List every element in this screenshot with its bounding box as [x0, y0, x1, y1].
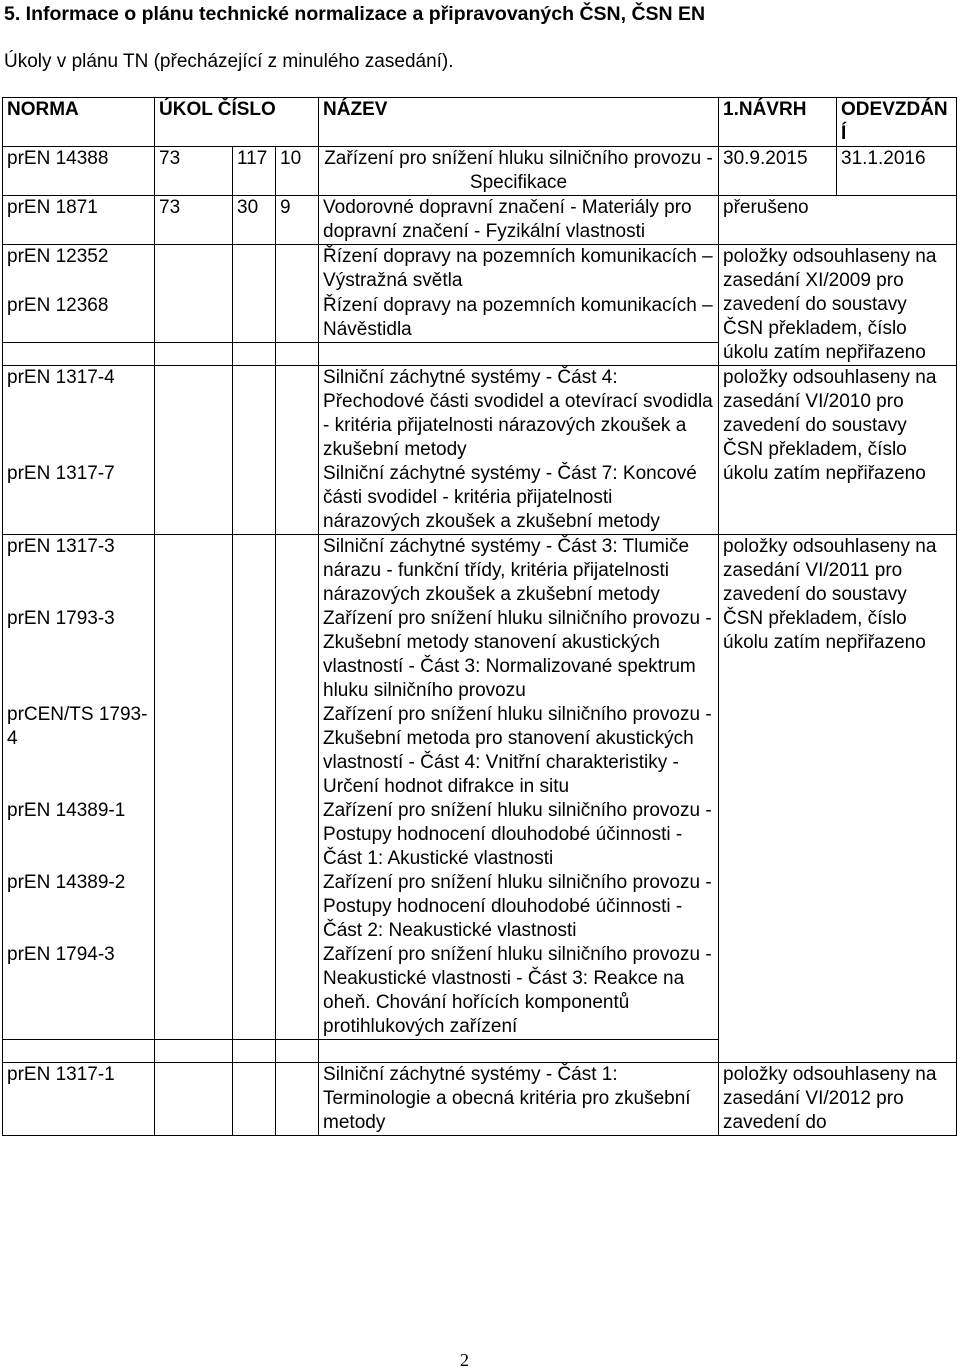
norma-cell: prEN 1793-3: [3, 607, 155, 703]
norma-cell: prEN 14388: [3, 147, 155, 196]
note-cell: položky odsouhlaseny na zasedání XI/2009 pro zavedení do soustavy ČSN překladem, číslo úkolu zatím nepřiřazeno: [719, 245, 957, 366]
nazev-cell: Zařízení pro snížení hluku silničního provozu - Neakustické vlastnosti - Část 3: Reakce na oheň. Chování hořících komponentů protihlukových zařízení: [319, 943, 719, 1040]
table-row: [3, 245, 957, 294]
page-number: 2: [460, 1350, 469, 1370]
section-heading: 5. Informace o plánu technické normalizace a připravovaných ČSN, ČSN EN: [4, 3, 706, 25]
norma-cell: prEN 1317-7: [3, 462, 155, 535]
nazev-cell: Vodorovné dopravní značení - Materiály pro dopravní značení - Fyzikální vlastnosti: [319, 196, 719, 245]
status-cell: přerušeno: [719, 196, 957, 245]
col-header-ukol-cislo: ÚKOL ČÍSLO: [155, 98, 319, 147]
col-header-norma: NORMA: [3, 98, 155, 147]
table-row: [3, 147, 957, 196]
norma-cell: prEN 14389-1: [3, 799, 155, 871]
nazev-cell: Silniční záchytné systémy - Část 4: Přechodové části svodidel a otevírací svodidla - kritéria přijatelnosti nárazových zkoušek a zkušební metody: [319, 366, 719, 463]
norma-cell: prEN 1794-3: [3, 943, 155, 1040]
ukol-cell: 117: [233, 147, 276, 196]
nazev-cell: Zařízení pro snížení hluku silničního provozu - Postupy hodnocení dlouhodobé účinnosti - Část 2: Neakustické vlastnosti: [319, 871, 719, 943]
note-cell: položky odsouhlaseny na zasedání VI/2010 pro zavedení do soustavy ČSN překladem, číslo úkolu zatím nepřiřazeno: [719, 366, 957, 535]
nazev-cell: Silniční záchytné systémy - Část 3: Tlumiče nárazu - funkční třídy, kritéria přijatelnosti nárazových zkoušek a zkušební metody: [319, 535, 719, 608]
ukol-cell: 73: [155, 147, 233, 196]
nazev-cell: Silniční záchytné systémy - Část 1: Terminologie a obecná kritéria pro zkušební metody: [319, 1063, 719, 1136]
norma-cell: prEN 1317-4: [3, 366, 155, 463]
nazev-cell: Silniční záchytné systémy - Část 7: Koncové části svodidel - kritéria přijatelnosti nárazových zkoušek a zkušební metody: [319, 462, 719, 535]
note-cell: položky odsouhlaseny na zasedání VI/2012 pro zavedení do: [719, 1063, 957, 1136]
standards-plan-table: [2, 97, 957, 1136]
nazev-cell: Zařízení pro snížení hluku silničního provozu - Zkušební metody stanovení akustických vlastností - Část 3: Normalizované spektrum hluku silničního provozu: [319, 607, 719, 703]
table-row: [3, 535, 957, 608]
norma-cell: prEN 1317-3: [3, 535, 155, 608]
table-header-row: [3, 98, 957, 147]
nazev-cell: Zařízení pro snížení hluku silničního provozu - Zkušební metoda pro stanovení akustických vlastností - Část 4: Vnitřní charakteristiky - Určení hodnot difrakce in situ: [319, 703, 719, 799]
norma-cell: prEN 1871: [3, 196, 155, 245]
norma-cell: prEN 12368: [3, 294, 155, 343]
nazev-cell: Řízení dopravy na pozemních komunikacích – Návěstidla: [319, 294, 719, 343]
odevzdani-date: 31.1.2016: [837, 147, 957, 196]
nazev-cell: Zařízení pro snížení hluku silničního provozu - Specifikace: [319, 147, 719, 196]
col-header-navrh: 1.NÁVRH: [719, 98, 837, 147]
col-header-odevzdani: ODEVZDÁNÍ: [837, 98, 957, 147]
norma-cell: prCEN/TS 1793-4: [3, 703, 155, 799]
table-row: [3, 366, 957, 463]
ukol-cell: 9: [276, 196, 319, 245]
ukol-cell: 73: [155, 196, 233, 245]
ukol-cell: 10: [276, 147, 319, 196]
nazev-cell: Řízení dopravy na pozemních komunikacích – Výstražná světla: [319, 245, 719, 294]
ukol-cell: 30: [233, 196, 276, 245]
table-row: [3, 1063, 957, 1136]
table-row: [3, 196, 957, 245]
norma-cell: prEN 12352: [3, 245, 155, 294]
note-cell: položky odsouhlaseny na zasedání VI/2011 pro zavedení do soustavy ČSN překladem, číslo úkolu zatím nepřiřazeno: [719, 535, 957, 1063]
section-subtitle: Úkoly v plánu TN (přecházející z minulého zasedání).: [4, 51, 454, 72]
nazev-cell: Zařízení pro snížení hluku silničního provozu - Postupy hodnocení dlouhodobé účinnosti - Část 1: Akustické vlastnosti: [319, 799, 719, 871]
norma-cell: prEN 1317-1: [3, 1063, 155, 1136]
col-header-nazev: NÁZEV: [319, 98, 719, 147]
norma-cell: prEN 14389-2: [3, 871, 155, 943]
navrh-date: 30.9.2015: [719, 147, 837, 196]
